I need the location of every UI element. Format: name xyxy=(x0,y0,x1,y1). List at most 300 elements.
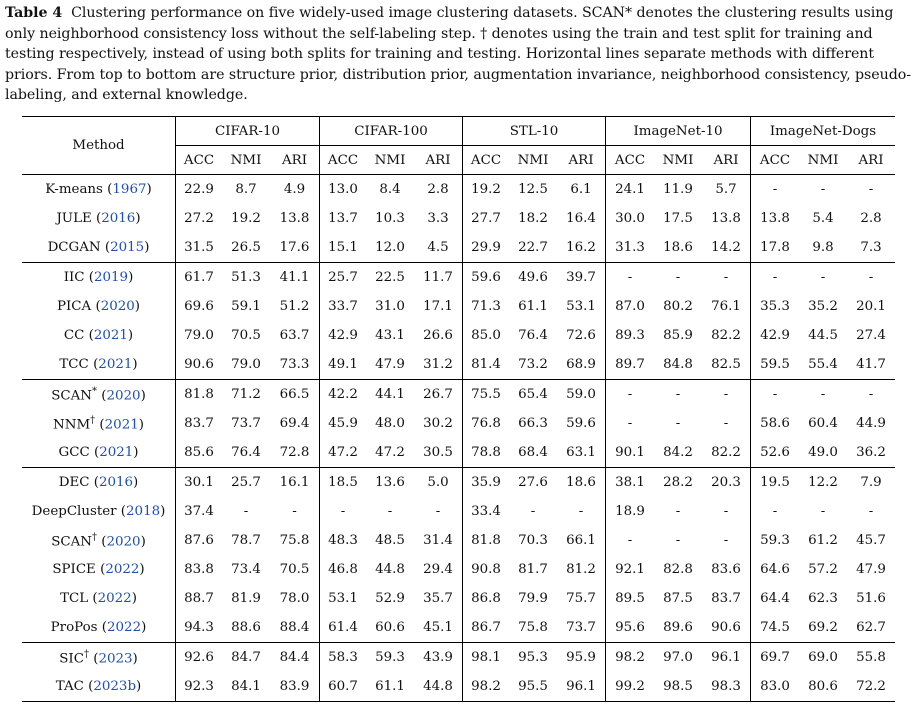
value-cell: 16.2 xyxy=(557,233,606,263)
citation-link[interactable]: 2023b xyxy=(93,679,137,694)
dataset-header: CIFAR-10 xyxy=(176,117,320,146)
value-cell: 37.4 xyxy=(184,504,214,519)
method-cell: TCC (2021) xyxy=(22,350,176,380)
value-cell: 12.2 xyxy=(799,468,847,498)
value-cell: 17.6 xyxy=(270,233,320,263)
value-cell: 97.0 xyxy=(654,643,702,673)
value-cell: 72.2 xyxy=(847,672,895,702)
value-cell: 5.7 xyxy=(702,175,751,205)
value-cell: 89.5 xyxy=(615,591,645,606)
value-cell: 82.2 xyxy=(702,438,751,468)
value-cell: 47.2 xyxy=(375,445,405,460)
value-cell: - xyxy=(868,182,874,197)
value-cell: 14.2 xyxy=(702,233,751,263)
method-name: SPICE xyxy=(52,562,96,577)
value-cell: 59.3 xyxy=(760,533,790,548)
value-cell: 98.2 xyxy=(463,672,510,702)
value-cell: 9.8 xyxy=(812,240,834,255)
value-cell: 73.3 xyxy=(270,350,320,380)
metric-header: ARI xyxy=(702,146,751,175)
citation-link[interactable]: 2016 xyxy=(98,475,134,490)
value-cell: 84.2 xyxy=(663,445,693,460)
value-cell: 84.1 xyxy=(222,672,270,702)
method-name: SCAN xyxy=(51,534,92,550)
method-name: ProPos xyxy=(50,620,98,635)
value-cell: 51.2 xyxy=(270,292,320,321)
value-cell: 73.2 xyxy=(518,357,548,372)
value-cell: - xyxy=(702,526,751,555)
value-cell: 55.4 xyxy=(808,357,838,372)
citation-link[interactable]: 2020 xyxy=(106,534,141,550)
value-cell: - xyxy=(820,182,826,197)
value-cell: 84.7 xyxy=(222,643,270,673)
value-cell: 30.1 xyxy=(176,468,223,498)
value-cell: 39.7 xyxy=(557,263,606,293)
value-cell: 29.9 xyxy=(471,240,501,255)
value-cell: 62.7 xyxy=(856,620,886,635)
method-name: K-means xyxy=(45,182,103,197)
metric-header: NMI xyxy=(222,146,270,175)
value-cell: 78.7 xyxy=(231,533,261,548)
value-cell: 61.4 xyxy=(328,620,358,635)
table-row xyxy=(22,584,895,613)
method-cell: SCAN† (2020) xyxy=(22,526,176,555)
metric-header: ARI xyxy=(557,146,606,175)
method-cell: NNM† (2021) xyxy=(22,409,176,438)
value-cell: 22.7 xyxy=(518,240,548,255)
value-cell: 71.2 xyxy=(222,380,270,410)
metric-header: ARI xyxy=(847,146,895,175)
value-cell: - xyxy=(702,497,751,526)
value-cell: 27.2 xyxy=(184,211,214,226)
value-cell: 19.5 xyxy=(751,468,800,498)
metric-header: ACC xyxy=(320,146,367,175)
value-cell: - xyxy=(627,416,633,431)
value-cell: 51.3 xyxy=(222,263,270,293)
value-cell: 87.5 xyxy=(663,591,693,606)
value-cell: 48.3 xyxy=(328,533,358,548)
value-cell: 76.1 xyxy=(702,292,751,321)
value-cell: 95.3 xyxy=(509,643,557,673)
metric-header: NMI xyxy=(366,146,414,175)
value-cell: 12.5 xyxy=(518,182,548,197)
citation-link[interactable]: 2018 xyxy=(126,504,161,519)
value-cell: 47.9 xyxy=(856,562,886,577)
table-caption xyxy=(5,3,915,106)
metric-header: NMI xyxy=(799,146,847,175)
metric-header: ARI xyxy=(414,146,463,175)
caption-label: Table 4 xyxy=(5,5,63,21)
value-cell: 61.1 xyxy=(518,299,548,314)
method-name: NNM xyxy=(53,417,91,433)
value-cell: 57.2 xyxy=(808,562,838,577)
table-row xyxy=(22,175,895,205)
method-cell: TCL (2022) xyxy=(22,584,176,613)
table-row xyxy=(22,380,895,410)
metric-header: ACC xyxy=(751,146,800,175)
value-cell: 2.8 xyxy=(414,175,463,205)
value-cell: 25.7 xyxy=(320,263,367,293)
value-cell: 31.0 xyxy=(375,299,405,314)
value-cell: - xyxy=(654,380,702,410)
value-cell: 18.2 xyxy=(518,211,548,226)
value-cell: 46.8 xyxy=(328,562,358,577)
value-cell: 81.8 xyxy=(471,533,501,548)
value-cell: - xyxy=(675,416,681,431)
value-cell: 53.1 xyxy=(557,292,606,321)
value-cell: - xyxy=(270,497,320,526)
value-cell: 5.4 xyxy=(812,211,834,226)
value-cell: 18.9 xyxy=(615,504,645,519)
method-cell: SCAN* (2020) xyxy=(22,380,176,410)
value-cell: 45.1 xyxy=(414,613,463,643)
value-cell: 96.1 xyxy=(702,643,751,673)
value-cell: 22.9 xyxy=(184,182,214,197)
citation-link[interactable]: 2020 xyxy=(100,299,135,314)
value-cell: - xyxy=(702,409,751,438)
caption-text: Clustering performance on five widely-used image clustering datasets. SCAN* denotes the clustering results using only neighborhood consistency loss without the self-labeling step. † denotes using the train and test split for training and testing respectively, instead of using both splits for training and testing. Horizontal lines separate methods with different priors. From top to bottom are structure prior, distribution prior, augmentation invariance, neighborhood consistency, pseudo-labeling, and external knowledge. xyxy=(5,5,911,104)
value-cell: 13.8 xyxy=(760,211,790,226)
value-cell: 73.7 xyxy=(231,416,261,431)
value-cell: 78.8 xyxy=(471,445,501,460)
value-cell: 66.3 xyxy=(518,416,548,431)
value-cell: 80.6 xyxy=(799,672,847,702)
value-cell: 94.3 xyxy=(184,620,214,635)
table-row xyxy=(22,350,895,380)
value-cell: 35.2 xyxy=(808,299,838,314)
table-row xyxy=(22,613,895,643)
value-cell: 98.5 xyxy=(654,672,702,702)
value-cell: 8.4 xyxy=(379,182,401,197)
value-cell: 95.5 xyxy=(509,672,557,702)
value-cell: 45.9 xyxy=(328,416,358,431)
citation-link[interactable]: 2022 xyxy=(107,620,142,635)
value-cell: 75.8 xyxy=(518,620,548,635)
value-cell: 89.6 xyxy=(663,620,693,635)
value-cell: 69.2 xyxy=(808,620,838,635)
dataset-header: STL-10 xyxy=(463,117,606,146)
citation-link[interactable]: 2021 xyxy=(104,417,139,433)
value-cell: 96.1 xyxy=(557,672,606,702)
citation-link[interactable]: 2023 xyxy=(98,651,133,667)
value-cell: 75.5 xyxy=(463,380,510,410)
value-cell: - xyxy=(772,182,778,197)
value-cell: 58.3 xyxy=(320,643,367,673)
value-cell: 13.7 xyxy=(328,211,358,226)
method-mark: * xyxy=(92,385,97,397)
value-cell: 2.8 xyxy=(860,211,882,226)
citation-link[interactable]: 2022 xyxy=(105,562,140,577)
value-cell: 63.1 xyxy=(557,438,606,468)
value-cell: 17.5 xyxy=(663,211,693,226)
value-cell: 78.0 xyxy=(270,584,320,613)
method-name: DCGAN xyxy=(47,240,101,255)
method-cell: GCC (2021) xyxy=(22,438,176,468)
citation-link[interactable]: 2022 xyxy=(97,591,132,606)
table-row xyxy=(22,321,895,350)
method-cell: TAC (2023b) xyxy=(22,672,176,702)
value-cell: 59.6 xyxy=(557,409,606,438)
value-cell: 18.6 xyxy=(663,240,693,255)
method-name: CC xyxy=(63,328,85,343)
value-cell: 90.8 xyxy=(471,562,501,577)
value-cell: 27.4 xyxy=(856,328,886,343)
value-cell: 35.3 xyxy=(760,299,790,314)
value-cell: 20.3 xyxy=(702,468,751,498)
value-cell: 60.7 xyxy=(320,672,367,702)
value-cell: 27.6 xyxy=(509,468,557,498)
value-cell: - xyxy=(675,533,681,548)
method-cell: JULE (2016) xyxy=(22,204,176,233)
dataset-header: CIFAR-100 xyxy=(320,117,463,146)
method-cell: DEC (2016) xyxy=(22,468,176,498)
value-cell: 3.3 xyxy=(414,204,463,233)
citation-link[interactable]: 2021 xyxy=(93,328,128,343)
value-cell: 76.8 xyxy=(471,416,501,431)
value-cell: 17.8 xyxy=(760,240,790,255)
table-row xyxy=(22,497,895,526)
value-cell: 49.0 xyxy=(808,445,838,460)
metric-header: NMI xyxy=(654,146,702,175)
value-cell: 86.8 xyxy=(471,591,501,606)
method-name: GCC xyxy=(58,445,90,460)
value-cell: 90.6 xyxy=(184,357,214,372)
value-cell: 44.1 xyxy=(366,380,414,410)
value-cell: 81.8 xyxy=(176,380,223,410)
value-cell: 60.4 xyxy=(808,416,838,431)
method-name: TAC xyxy=(55,679,84,694)
value-cell: 88.6 xyxy=(231,620,261,635)
method-mark: † xyxy=(92,531,97,543)
value-cell: 30.5 xyxy=(414,438,463,468)
value-cell: 51.6 xyxy=(856,591,886,606)
citation-link[interactable]: 2021 xyxy=(99,445,134,460)
value-cell: 98.3 xyxy=(702,672,751,702)
value-cell: 60.6 xyxy=(375,620,405,635)
value-cell: 88.4 xyxy=(270,613,320,643)
value-cell: - xyxy=(675,504,681,519)
dataset-header: ImageNet-10 xyxy=(606,117,751,146)
method-cell: PICA (2020) xyxy=(22,292,176,321)
metric-header: ARI xyxy=(270,146,320,175)
value-cell: 59.0 xyxy=(557,380,606,410)
citation-link[interactable]: 2015 xyxy=(110,240,145,255)
value-cell: 48.0 xyxy=(375,416,405,431)
value-cell: 36.2 xyxy=(856,445,886,460)
value-cell: 48.5 xyxy=(375,533,405,548)
method-name: DEC xyxy=(58,475,90,490)
value-cell: 28.2 xyxy=(654,468,702,498)
value-cell: 59.3 xyxy=(366,643,414,673)
value-cell: 10.3 xyxy=(375,211,405,226)
value-cell: 5.0 xyxy=(414,468,463,498)
value-cell: 81.2 xyxy=(557,555,606,584)
table-row xyxy=(22,438,895,468)
value-cell: 19.2 xyxy=(471,182,501,197)
value-cell: 20.1 xyxy=(856,299,886,314)
value-cell: 35.9 xyxy=(463,468,510,498)
metric-header: ACC xyxy=(176,146,223,175)
value-cell: 64.4 xyxy=(760,591,790,606)
value-cell: 80.2 xyxy=(663,299,693,314)
value-cell: 98.2 xyxy=(606,643,655,673)
value-cell: 18.5 xyxy=(320,468,367,498)
value-cell: 81.9 xyxy=(231,591,261,606)
value-cell: 92.1 xyxy=(615,562,645,577)
method-name: TCC xyxy=(59,357,89,372)
method-name: PICA xyxy=(56,299,92,314)
value-cell: 69.7 xyxy=(751,643,800,673)
value-cell: 38.1 xyxy=(606,468,655,498)
value-cell: 69.0 xyxy=(799,643,847,673)
value-cell: 41.7 xyxy=(856,357,886,372)
table-row xyxy=(22,643,895,673)
method-cell: K-means (1967) xyxy=(22,175,176,205)
value-cell: - xyxy=(702,380,751,410)
method-cell: SPICE (2022) xyxy=(22,555,176,584)
value-cell: 22.5 xyxy=(366,263,414,293)
value-cell: 85.0 xyxy=(471,328,501,343)
value-cell: 47.9 xyxy=(375,357,405,372)
table-body xyxy=(22,175,895,702)
value-cell: 15.1 xyxy=(328,240,358,255)
value-cell: 17.1 xyxy=(414,292,463,321)
method-name: IIC xyxy=(63,270,85,285)
value-cell: 52.6 xyxy=(760,445,790,460)
value-cell: 81.4 xyxy=(471,357,501,372)
value-cell: 35.7 xyxy=(414,584,463,613)
value-cell: 75.8 xyxy=(270,526,320,555)
value-cell: 59.1 xyxy=(231,299,261,314)
citation-link[interactable]: 2016 xyxy=(101,211,136,226)
value-cell: - xyxy=(340,504,346,519)
value-cell: 82.8 xyxy=(663,562,693,577)
value-cell: 87.6 xyxy=(184,533,214,548)
value-cell: 83.7 xyxy=(184,416,214,431)
value-cell: 42.2 xyxy=(320,380,367,410)
method-header-label: Method xyxy=(72,138,125,153)
value-cell: - xyxy=(751,263,800,293)
value-cell: 49.6 xyxy=(509,263,557,293)
method-cell: ProPos (2022) xyxy=(22,613,176,643)
method-name: DeepCluster xyxy=(31,504,117,519)
value-cell: 90.1 xyxy=(615,445,645,460)
value-cell: 66.1 xyxy=(557,526,606,555)
method-cell: DeepCluster (2018) xyxy=(22,497,176,526)
method-mark: † xyxy=(90,414,96,426)
value-cell: 49.1 xyxy=(328,357,358,372)
table-row xyxy=(22,233,895,263)
citation-link[interactable]: 2021 xyxy=(98,357,133,372)
value-cell: 44.8 xyxy=(414,672,463,702)
value-cell: - xyxy=(820,504,826,519)
value-cell: 18.6 xyxy=(557,468,606,498)
value-cell: 68.9 xyxy=(557,350,606,380)
value-cell: 72.8 xyxy=(270,438,320,468)
dataset-header-row xyxy=(22,117,895,146)
value-cell: - xyxy=(414,497,463,526)
value-cell: - xyxy=(702,263,751,293)
value-cell: 26.6 xyxy=(414,321,463,350)
value-cell: 12.0 xyxy=(375,240,405,255)
value-cell: 61.1 xyxy=(366,672,414,702)
citation-link[interactable]: 1967 xyxy=(112,182,147,197)
value-cell: 88.7 xyxy=(184,591,214,606)
value-cell: 45.7 xyxy=(856,533,886,548)
value-cell: 44.8 xyxy=(375,562,405,577)
value-cell: 43.9 xyxy=(414,643,463,673)
value-cell: 13.6 xyxy=(366,468,414,498)
value-cell: 84.4 xyxy=(270,643,320,673)
metric-header: ACC xyxy=(463,146,510,175)
value-cell: 4.5 xyxy=(414,233,463,263)
value-cell: 83.6 xyxy=(702,555,751,584)
value-cell: 65.4 xyxy=(509,380,557,410)
metric-header: NMI xyxy=(509,146,557,175)
value-cell: 74.5 xyxy=(760,620,790,635)
value-cell: 30.2 xyxy=(414,409,463,438)
method-cell: CC (2021) xyxy=(22,321,176,350)
method-cell: IIC (2019) xyxy=(22,263,176,293)
value-cell: 76.4 xyxy=(231,445,261,460)
value-cell: 25.7 xyxy=(222,468,270,498)
value-cell: - xyxy=(772,504,778,519)
value-cell: - xyxy=(847,380,895,410)
value-cell: 68.4 xyxy=(518,445,548,460)
table-row xyxy=(22,526,895,555)
value-cell: 90.6 xyxy=(702,613,751,643)
value-cell: 26.7 xyxy=(414,380,463,410)
value-cell: 92.6 xyxy=(176,643,223,673)
value-cell: 72.6 xyxy=(557,321,606,350)
value-cell: - xyxy=(606,263,655,293)
value-cell: 11.9 xyxy=(663,182,693,197)
value-cell: 76.4 xyxy=(518,328,548,343)
value-cell: 83.8 xyxy=(184,562,214,577)
table-row xyxy=(22,409,895,438)
value-cell: 62.3 xyxy=(808,591,838,606)
value-cell: 84.8 xyxy=(663,357,693,372)
value-cell: 69.6 xyxy=(184,299,214,314)
value-cell: 8.7 xyxy=(235,182,257,197)
dataset-header: ImageNet-Dogs xyxy=(769,123,877,139)
value-cell: 83.0 xyxy=(751,672,800,702)
value-cell: 82.2 xyxy=(702,321,751,350)
table-row xyxy=(22,672,895,702)
value-cell: 85.6 xyxy=(184,445,214,460)
method-header xyxy=(22,117,176,175)
citation-link[interactable]: 2020 xyxy=(106,388,141,404)
table-row xyxy=(22,263,895,293)
value-cell: 95.9 xyxy=(557,643,606,673)
table-row xyxy=(22,468,895,498)
value-cell: 42.9 xyxy=(328,328,358,343)
value-cell: 13.8 xyxy=(702,204,751,233)
value-cell: 7.3 xyxy=(860,240,882,255)
value-cell: 13.8 xyxy=(270,204,320,233)
value-cell: - xyxy=(799,263,847,293)
value-cell: 70.5 xyxy=(231,328,261,343)
value-cell: 79.9 xyxy=(518,591,548,606)
method-cell: DCGAN (2015) xyxy=(22,233,176,263)
citation-link[interactable]: 2019 xyxy=(94,270,129,285)
table-row xyxy=(22,204,895,233)
value-cell: 71.3 xyxy=(471,299,501,314)
value-cell: 79.0 xyxy=(184,328,214,343)
value-cell: 16.4 xyxy=(557,204,606,233)
value-cell: 55.8 xyxy=(847,643,895,673)
value-cell: 64.6 xyxy=(760,562,790,577)
